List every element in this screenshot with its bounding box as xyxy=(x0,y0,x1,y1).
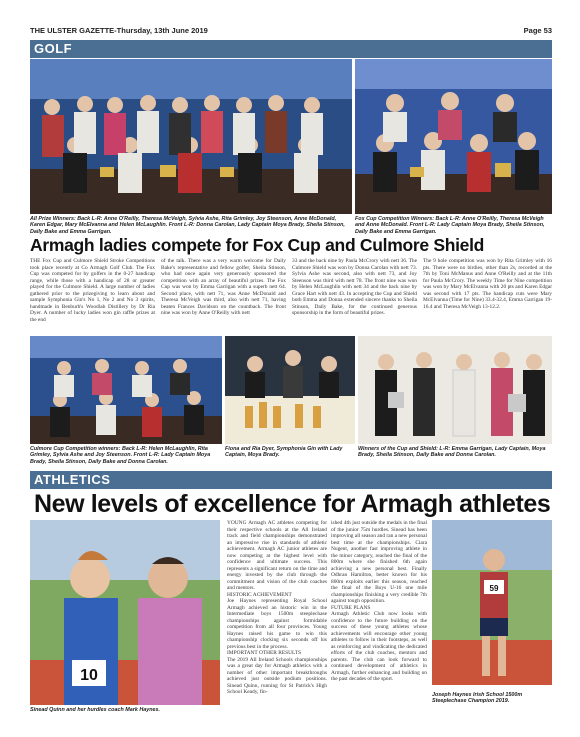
caption-joseph-haynes: Joseph Haynes Irish School 1500m Steeplechase Champion 2019. xyxy=(432,692,523,705)
photo-symphonia-gin xyxy=(225,336,355,444)
section-bar-golf: GOLF xyxy=(30,40,552,58)
subhead-important-results: IMPORTANT OTHER RESULTS xyxy=(227,650,302,656)
section-bar-athletics: ATHLETICS xyxy=(30,471,552,489)
golf-column-3: 33 and the back nine by Paula McCrory with nett 36. The Culmore Shield was won by Donna Carolan with nett 73. Sylvia Ashe was second, also with nett 73, and Joy Steenson was third with nett 78. The front nine was won by Helen McLaughlin with nett 34 and the back nine by Grace Hart with nett 43. In accepting the Cup and Shield both Emma and Donna extended sincere thanks to Sheila Stinson, Daily Bake, for the continued generous sponsorship in the form of beautiful prizes. xyxy=(292,258,417,316)
caption-cup-and-shield-winners: Winners of the Cup and Shield: L-R: Emma Garrigan, Lady Captain, Moya Brady, Sheila Stinson, Daily Bake and Donna Carolan. xyxy=(358,446,546,459)
photo-culmore-cup-winners xyxy=(30,336,222,444)
athletics-historic-body: Joe Haynes representing Royal School Armagh achieved an historic win in the Intermediate boys 1500m steeplechase championships against formidable competition from all four provinces. Young Haynes raised his game to win this championship clocking six seconds off his previous best in the process. xyxy=(227,598,327,650)
bib-number: 10 xyxy=(80,667,98,684)
subhead-historic-achievement: HISTORIC ACHIEVEMENT xyxy=(227,591,292,598)
athletics-results-body: The 2019 All Ireland Schools championships was a great day for Armagh athletics with a number of other important breakthroughs achieved just outside podium positions. Sinead Quinn, running for St Patrick's High School Keady, fin- xyxy=(227,656,327,695)
golf-headline: Armagh ladies compete for Fox Cup and Culmore Shield xyxy=(30,235,485,255)
caption-sinead-quinn: Sinead Quinn and her hurdles coach Mark Haynes. xyxy=(30,707,161,713)
paper-date: THE ULSTER GAZETTE-Thursday, 13th June 2019 xyxy=(30,26,208,35)
athletics-future-body: Armagh Athletic Club now looks with confidence to the future building on the success of these young athletes whose achievements will encourage other young athletes to follow in their footsteps, as well as reinforcing and vindicating the dedicated efforts of the club coaches, mentors and parents. The club can look forward to continued development of athletics in Armagh, further enhancing and building on the past decades of the sport. xyxy=(331,611,427,682)
caption-all-prize-winners: All Prize Winners: Back L-R: Anne O'Reilly, Theresa McVeigh, Sylvia Ashe, Rita Grimley, Joy Steenson, Anne McDonald, Karen Edgar, Mary McElvanna and Helen McLaughlin. Front L-R: Donna Carolan, Lady Captain Moya Brady, Sheila Stinson, Daily Bake and Emma Garrigan. xyxy=(30,216,345,235)
athletics-col2-body: ished 4th just outside the medals in the final of the junior 75m hurdles. Sinead has been improving all season and ran a new personal best time at the championships. Ciara Nugent, another fast improving athlete in the minor category, reached the final of the 800m where she finished 6th again achieving a new personal best. Finally Odhran Hamilton, better known for his 800m exploits earlier this season, reached the final of the Boys U-16 one mile championships finishing a very credible 7th against tough opposition. xyxy=(331,520,427,604)
photo-joseph-haynes xyxy=(432,520,552,685)
photo-fox-cup-winners xyxy=(355,59,552,214)
page-number: Page 53 xyxy=(523,26,552,35)
golf-column-1: THE Fox Cup and Culmore Shield Stroke Competitions took place recently at Co Armagh Golf Club. The Fox Cup was competed for by golfers in the 0-27 handicap range, while those with a handicap of 28 or greater played for the Culmore Shield. A large number of ladies gathered prior to the prizegiving to learn about and sample Symphonia Gin's No 1, No 2 and No 3 spirits, handmade in Benburb's Woodlab Distillery by Dr Ria Dyer. A number of lucky ladies won gin raffle prizes at the end xyxy=(30,258,155,323)
photo-cup-and-shield-winners xyxy=(358,336,552,444)
athletics-headline: New levels of excellence for Armagh athletes xyxy=(34,490,551,518)
caption-fox-cup-winners: Fox Cup Competition Winners: Back L-R: Anne O'Reilly, Theresa McVeigh and Anne McDonald. Front L-R: Lady Captain Moya Brady, Sheila Stinson, Daily Bake and Emma Garrigan. xyxy=(355,216,545,235)
caption-culmore-cup-winners: Culmore Cup Competition winners: Back L-R: Helen McLaughlin, Rita Grimley, Sylvia Ashe and Joy Steenson. Front L-R: Lady Captain Moya Brady, Sheila Stinson, Daily Bake and Donna Carolan. xyxy=(30,446,211,465)
caption-symphonia-gin: Fiona and Ria Dyer, Symphonia Gin with Lady Captain, Moya Brady. xyxy=(225,446,343,459)
athletics-column-2 xyxy=(331,520,427,683)
subhead-future-plans: FUTURE PLANS xyxy=(331,604,371,611)
golf-column-4: The 9 hole competition was won by Rita Grimley with 16 pts. There were no birdies, other than 2s, recorded at the 7th by Toni McManus and Anne O'Reilly and at the 11th for Paula McCrory. The weekly Time for Nine competition was won by Mary McElvanna with 20 pts and Karen Edgar was second with 17 pts. The handicap cuts were Mary McElvanna (Time for Nine) 33.4-32.4, Emma Garrigan 19-16.4 and Theresa McVeigh 13-12.2. xyxy=(423,258,552,310)
bib-number-right: 59 xyxy=(489,584,499,593)
masthead xyxy=(30,26,552,38)
golf-column-2: of the talk. There was a very warm welcome for Daily Bake's representative and fellow golfer, Sheila Stinson, who had once again very generously sponsored the competition with an array of beautiful prizes. The Fox Cup was won by Emma Garrigan with a superb nett 64. Second place, with nett 71, was Anne McDonald and Theresa McVeigh was third, also with nett 71, having beaten Frances Davidson on the countback. The front nine was won by Anne O'Reilly with nett xyxy=(161,258,286,316)
athletics-intro: YOUNG Armagh AC athletes competing for their respective schools at the All Ireland track and field championships demonstrated an impressive rise in standards of athletic achievement. Armagh AC junior athletes are now competing at the highest level with confidence and ultimate success. This represents a significant return on the time and energy invested by the club through the commitment and vision of the club coaches and mentors. xyxy=(227,520,327,591)
photo-sinead-quinn-and-coach xyxy=(30,520,220,705)
photo-all-prize-winners xyxy=(30,59,352,214)
athletics-column-1 xyxy=(227,520,327,696)
